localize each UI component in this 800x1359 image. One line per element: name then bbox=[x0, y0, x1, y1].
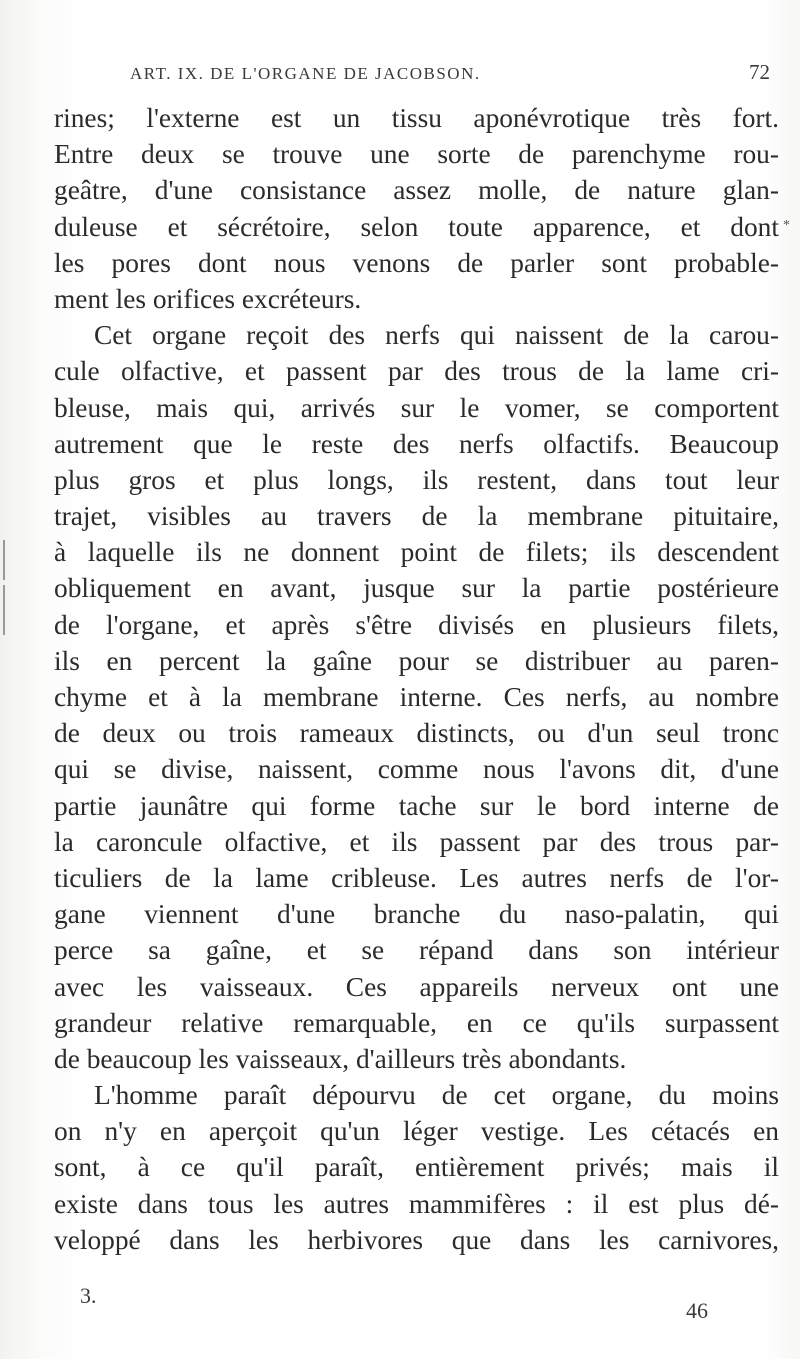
text-line: rines; l'externe est un tissu aponévrotique très fort. bbox=[54, 103, 779, 133]
text-line: de deux ou trois rameaux distincts, ou d'un seul tronc bbox=[54, 718, 779, 749]
paragraph-start-line: L'homme paraît dépourvu de cet organe, du moins bbox=[94, 1080, 779, 1111]
running-head-title: ART. IX. DE L'ORGANE DE JACOBSON. bbox=[130, 64, 481, 83]
text-line: de l'organe, et après s'être divisés en plusieurs filets, bbox=[54, 609, 779, 640]
gutter-binding-mark bbox=[3, 540, 5, 580]
text-line: à laquelle ils ne donnent point de filets; ils descendent bbox=[54, 537, 779, 568]
text-line: obliquement en avant, jusque sur la partie postérieure bbox=[54, 573, 779, 604]
body-text bbox=[54, 100, 779, 1258]
running-head bbox=[130, 60, 770, 88]
folio-number: 46 bbox=[686, 1298, 708, 1323]
text-line: la caroncule olfactive, et ils passent par des trous par- bbox=[54, 826, 779, 857]
text-line: veloppé dans les herbivores que dans les carnivores, bbox=[54, 1224, 779, 1255]
gutter-binding-mark bbox=[3, 585, 5, 635]
text-line: cule olfactive, et passent par des trous de la lame cri- bbox=[54, 356, 779, 387]
text-line: duleuse et sécrétoire, selon toute apparence, et dont bbox=[54, 211, 779, 242]
text-line: avec les vaisseaux. Ces appareils nerveux ont une bbox=[54, 971, 779, 1002]
text-line: geâtre, d'une consistance assez molle, de nature glan- bbox=[54, 175, 779, 206]
text-line: on n'y en aperçoit qu'un léger vestige. Les cétacés en bbox=[54, 1116, 779, 1147]
text-line: perce sa gaîne, et se répand dans son intérieur bbox=[54, 935, 779, 966]
text-line: Entre deux se trouve une sorte de parenchyme rou- bbox=[54, 139, 779, 170]
text-line: qui se divise, naissent, comme nous l'avons dit, d'une bbox=[54, 754, 779, 785]
text-line: sont, à ce qu'il paraît, entièrement privés; mais il bbox=[54, 1152, 779, 1183]
signature-mark: 3. bbox=[80, 1283, 97, 1308]
text-line: de beaucoup les vaisseaux, d'ailleurs très abondants. bbox=[54, 1043, 627, 1074]
text-line: autrement que le reste des nerfs olfactifs. Beaucoup bbox=[54, 428, 779, 459]
text-line: partie jaunâtre qui forme tache sur le bord interne de bbox=[54, 790, 779, 821]
text-line: ment les orifices excréteurs. bbox=[54, 283, 362, 314]
text-line: plus gros et plus longs, ils restent, dans tout leur bbox=[54, 464, 779, 495]
text-line: existe dans tous les autres mammifères : il est plus dé- bbox=[54, 1188, 779, 1219]
text-line: bleuse, mais qui, arrivés sur le vomer, se comportent bbox=[54, 392, 779, 423]
text-line: les pores dont nous venons de parler sont probable- bbox=[54, 247, 779, 278]
text-line: trajet, visibles au travers de la membrane pituitaire, bbox=[54, 501, 779, 532]
text-line: ils en percent la gaîne pour se distribuer au paren- bbox=[54, 645, 779, 676]
margin-asterisk: * bbox=[783, 218, 790, 233]
paragraph-start-line: Cet organe reçoit des nerfs qui naissent de la carou- bbox=[94, 320, 779, 351]
text-line: grandeur relative remarquable, en ce qu'ils surpassent bbox=[54, 1007, 779, 1038]
text-line: ticuliers de la lame cribleuse. Les autres nerfs de l'or- bbox=[54, 862, 779, 893]
text-line: gane viennent d'une branche du naso-palatin, qui bbox=[54, 899, 779, 930]
text-line: chyme et à la membrane interne. Ces nerfs, au nombre bbox=[54, 682, 779, 712]
running-head-page-number: 72 bbox=[749, 60, 770, 84]
